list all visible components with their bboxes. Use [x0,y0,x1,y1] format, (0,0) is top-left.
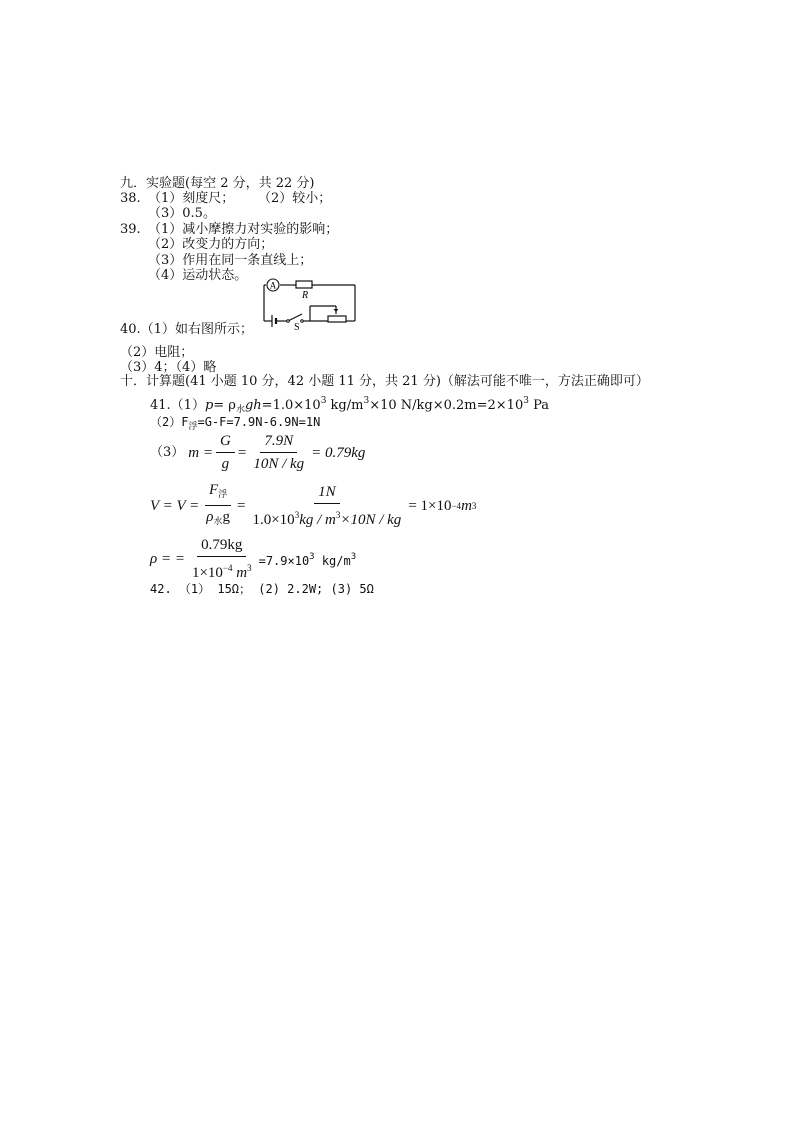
q41-exp2: 3 [363,396,370,406]
q41-l3-eq2: = [237,444,247,461]
q41-l4-F-sub: 浮 [218,489,228,499]
q41-l4-den2c: ×10N / kg [340,511,402,528]
q41-l5-rho: ρ = = [150,551,185,567]
q41-water-sub: 水 [235,405,245,415]
q41-l5-den [188,557,256,582]
q41-rest2: kg/m [326,398,364,413]
q41-l4-den2-exp2: 3 [335,509,341,520]
q39-label: 39. [120,222,141,237]
q41-l4-num2: 1N [314,483,340,504]
q41-l4-num1 [205,481,231,506]
ammeter-label: A [269,280,277,291]
q41-l5-result-base: =7.9×10 [258,554,310,568]
q41-exp3: 3 [523,396,529,406]
q41-rest1: =1.0×10 [261,398,321,413]
q41-l5-num: 0.79kg [197,536,246,557]
q38-part1: （1）刻度尺； [148,191,235,206]
q38-part3: （3）0.5。 [148,206,216,221]
q41-l3-frac1 [216,432,235,473]
q41-l5-den-unit-exp: 3 [247,563,252,573]
q41-l3-prefix: （3） [150,444,185,460]
q42-answer: 42. （1） 15Ω； (2) 2.2W; (3) 5Ω [150,582,374,596]
q41-l5-result [259,547,357,571]
q41-l4-den2 [248,504,405,529]
q41-l4-rho-sub: 水 [213,516,223,526]
switch-contact [301,320,304,323]
rheostat-slider-icon [334,309,339,312]
q41-l3-num1: G [216,432,235,453]
q41-l3-m: m = [188,444,213,461]
q41-l5-frac [188,536,256,582]
q41-l4-V: V = V = [150,497,200,514]
q41-l3-result: = 0.79kg [311,444,366,461]
q41-l4-result-exp: −4 [451,500,462,511]
q41-l5-result-exp: 3 [309,552,315,562]
q41-l4-den2a: 1.0×10 [252,511,295,528]
q41-l4-result-unit-exp: 3 [471,500,477,511]
q41-l2-prefix: （2）F [150,415,189,429]
q41-l5-den-base: 1×10 [191,565,223,581]
q41-l4-rho: ρ [206,509,214,525]
q41-rest3: ×10 N/kg×0.2m=2×10 [369,398,524,413]
q41-l5-result-unit-exp: 3 [350,552,357,562]
q41-l3-num2: 7.9N [260,432,297,453]
q41-line4 [150,481,476,530]
q38-part2: （2）较小； [258,191,332,206]
q40-part3: （3）4；（4）略 [120,360,217,375]
q41-exp1: 3 [320,396,327,406]
q41-l5-den-exp: −4 [222,563,233,573]
q41-l4-g: g [222,509,230,525]
q41-var-p: p [204,398,214,413]
q41-eq-rho: = ρ [213,398,236,413]
switch-contact [287,320,290,323]
q39-part1: （1）减小摩擦力对实验的影响； [148,222,339,237]
q41-l4-frac2 [248,483,405,529]
q41-l4-frac1 [202,481,234,530]
q41-l3-den1: g [221,456,230,472]
q41-l5-den-unit: m [232,565,248,581]
q40-part2: （2）电阻； [120,345,194,360]
q38-label: 38. [120,191,141,206]
q41-l4-eq2: = [237,497,246,514]
q41-l2-sub: 浮 [188,422,198,432]
switch-label: S [294,322,300,330]
q41-line1-prefix: 41.（1） [150,398,205,413]
q41-rest4: Pa [528,398,549,413]
section-9-heading: 九．实验题(每空 2 分，共 22 分) [120,176,315,191]
q40-part1: 40.（1）如右图所示； [120,322,253,337]
q39-part2: （2）改变力的方向； [148,237,274,252]
q41-line5 [150,536,356,582]
q41-l5-result-unit: kg/m [314,554,351,568]
q41-l3-frac2 [249,432,308,473]
q41-l3-den2: 10N / kg [253,456,305,472]
q41-l4-den1 [202,506,234,530]
q41-l4-den2-exp: 3 [294,509,300,520]
q41-l4-den2b: kg / m [299,511,336,528]
q41-l4-result: = 1×10 [408,497,452,514]
q39-part3: （3）作用在同一条直线上； [148,253,313,268]
resistor-label: R [302,290,309,301]
q39-part4: （4）运动状态。 [148,268,248,283]
section-10-heading: 十．计算题(41 小题 10 分，42 小题 11 分，共 21 分)（解法可能不唯一，方法正确即可） [120,374,649,389]
circuit-diagram [258,276,363,330]
q41-line3 [150,432,365,473]
q41-l4-result-unit: m [461,497,472,514]
q41-gh: gh [244,398,262,413]
q41-l2-rest: =G-F=7.9N-6.9N=1N [197,415,321,429]
q41-l4-F: F [209,482,219,498]
